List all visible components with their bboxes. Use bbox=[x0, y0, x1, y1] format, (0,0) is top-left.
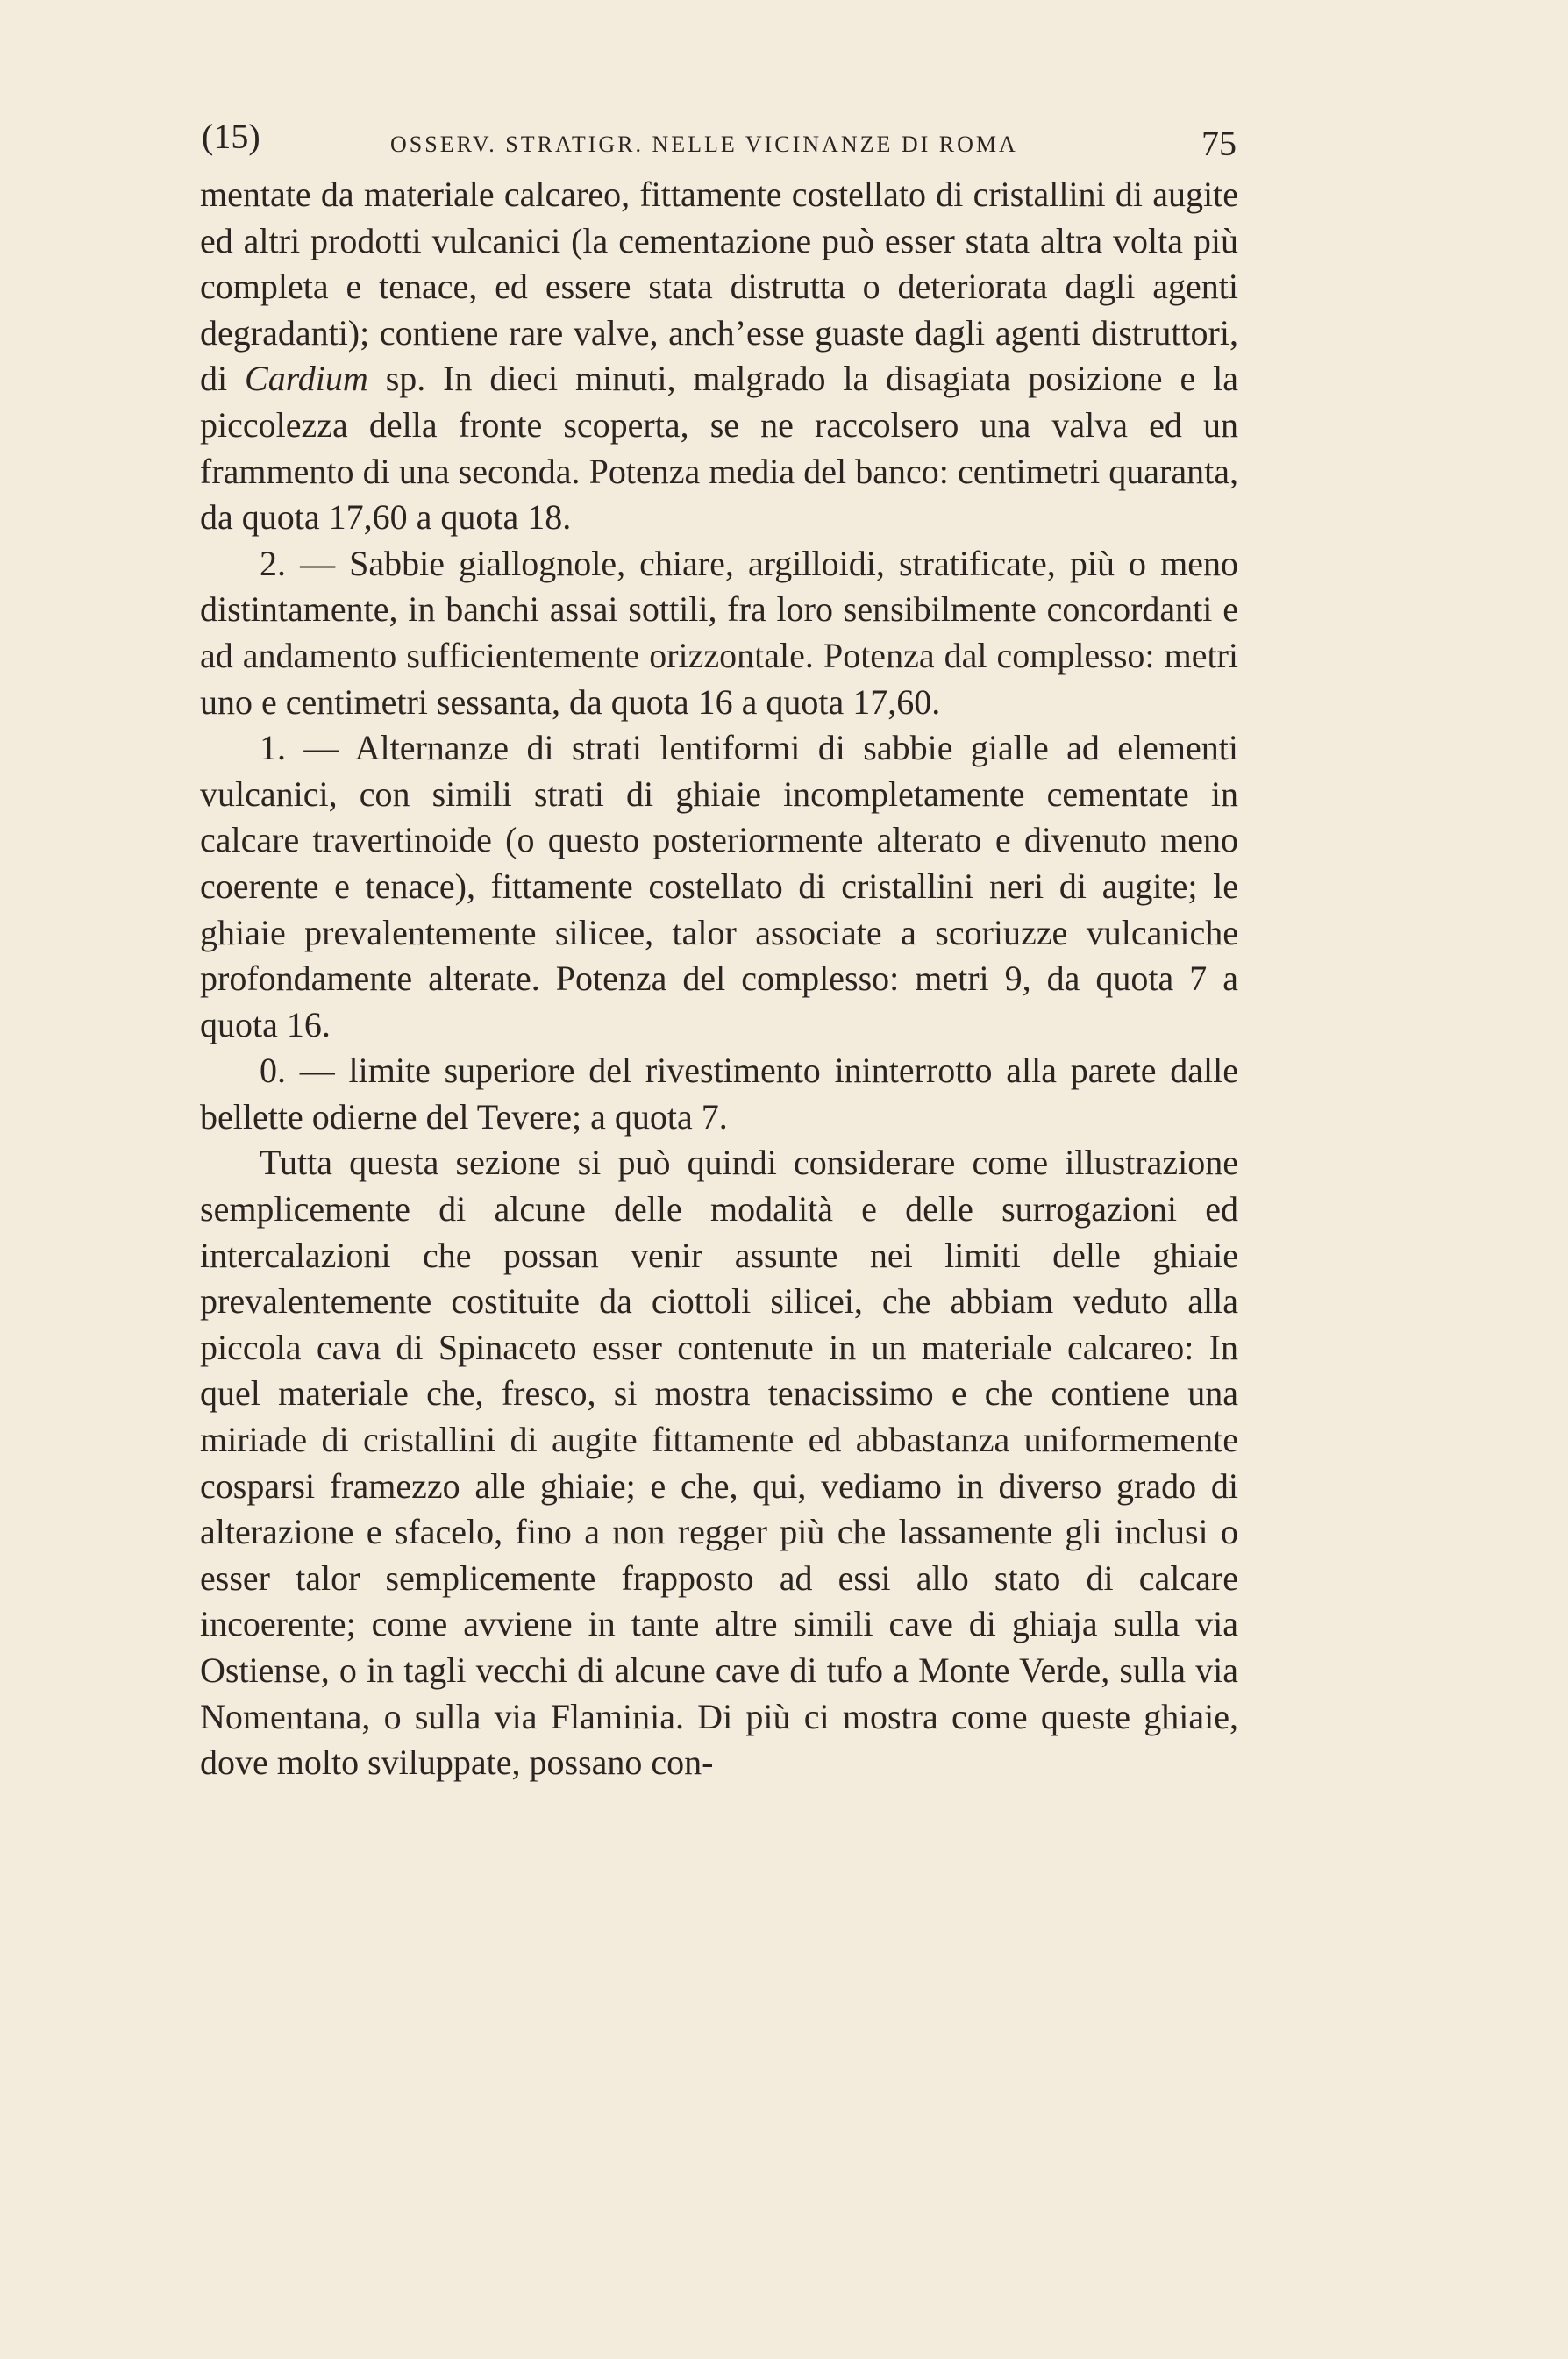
body-text bbox=[200, 172, 1238, 1786]
section-marker: (15) bbox=[202, 117, 260, 156]
paragraph-discussion: Tutta questa sezione si può quindi considerare come illustrazione semplicemente di alcune delle modalità e delle surrogazioni ed intercalazioni che possan venir assunte nei limiti delle ghiaie prevalentemente costituite da ciottoli silicei, che abbiam veduto alla piccola cava di Spinaceto esser contenute in un materiale calcareo: In quel materiale che, fresco, si mostra tenacissimo e che contiene una miriade di cristallini di augite fittamente ed abbastanza uniformemente cosparsi framezzo alle ghiaie; e che, qui, vediamo in diverso grado di alterazione e sfacelo, fino a non regger più che lassamente gli inclusi o esser talor semplicemente frapposto ad essi allo stato di calcare incoerente; come avviene in tante altre simili cave di ghiaja sulla via Ostiense, o in tagli vecchi di alcune cave di tufo a Monte Verde, sulla via Nomentana, o sulla via Flaminia. Di più ci mostra come queste ghiaie, dove molto sviluppate, possano con- bbox=[200, 1143, 1238, 1783]
paragraph-continuation bbox=[200, 172, 1238, 541]
paragraph-item-1: 1. — Alternanze di strati lentiformi di sabbie gialle ad elementi vulcanici, con simili strati di ghiaie incompletamente cementate in calcare travertinoide (o questo posteriormente alterato e divenuto meno coerente e tenace), fittamente costellato di cristallini neri di augite; le ghiaie prevalentemente silicee, talor associate a scoriuzze vulcaniche profondamente alterate. Potenza del complesso: metri 9, da quota 7 a quota 16. bbox=[200, 728, 1238, 1044]
paragraph-text-part: sp. In dieci minuti, malgrado la disagiata posizione e la piccolezza della fronte scoperta, se ne raccolsero una valva ed un frammento di una seconda. Potenza media del banco: centimetri quaranta, da quota 17,60 a quota 18. bbox=[200, 359, 1238, 538]
taxon-name: Cardium bbox=[245, 359, 368, 399]
running-title: OSSERV. STRATIGR. NELLE VICINANZE DI ROMA bbox=[390, 132, 1018, 157]
page-number: 75 bbox=[1201, 124, 1237, 163]
paragraph-text-part: mentate da materiale calcareo, fittamente costellato di cristallini di augite ed altri prodotti vulcanici (la cementazione può esser stata altra volta più completa e tenace, ed essere stata distrutta o deteriorata dagli agenti degradanti); contiene rare valve, anch’esse guaste dagli agenti distruttori, di bbox=[200, 175, 1238, 399]
paragraph-item-2: 2. — Sabbie giallognole, chiare, argilloidi, stratificate, più o meno distintamente, in banchi assai sottili, fra loro sensibilmente concordanti e ad andamento sufficientemente orizzontale. Potenza dal complesso: metri uno e centimetri sessanta, da quota 16 a quota 17,60. bbox=[200, 543, 1238, 722]
paragraph-item-0: 0. — limite superiore del rivestimento ininterrotto alla parete dalle bellette odierne del Tevere; a quota 7. bbox=[200, 1051, 1238, 1137]
running-header bbox=[202, 116, 1237, 168]
